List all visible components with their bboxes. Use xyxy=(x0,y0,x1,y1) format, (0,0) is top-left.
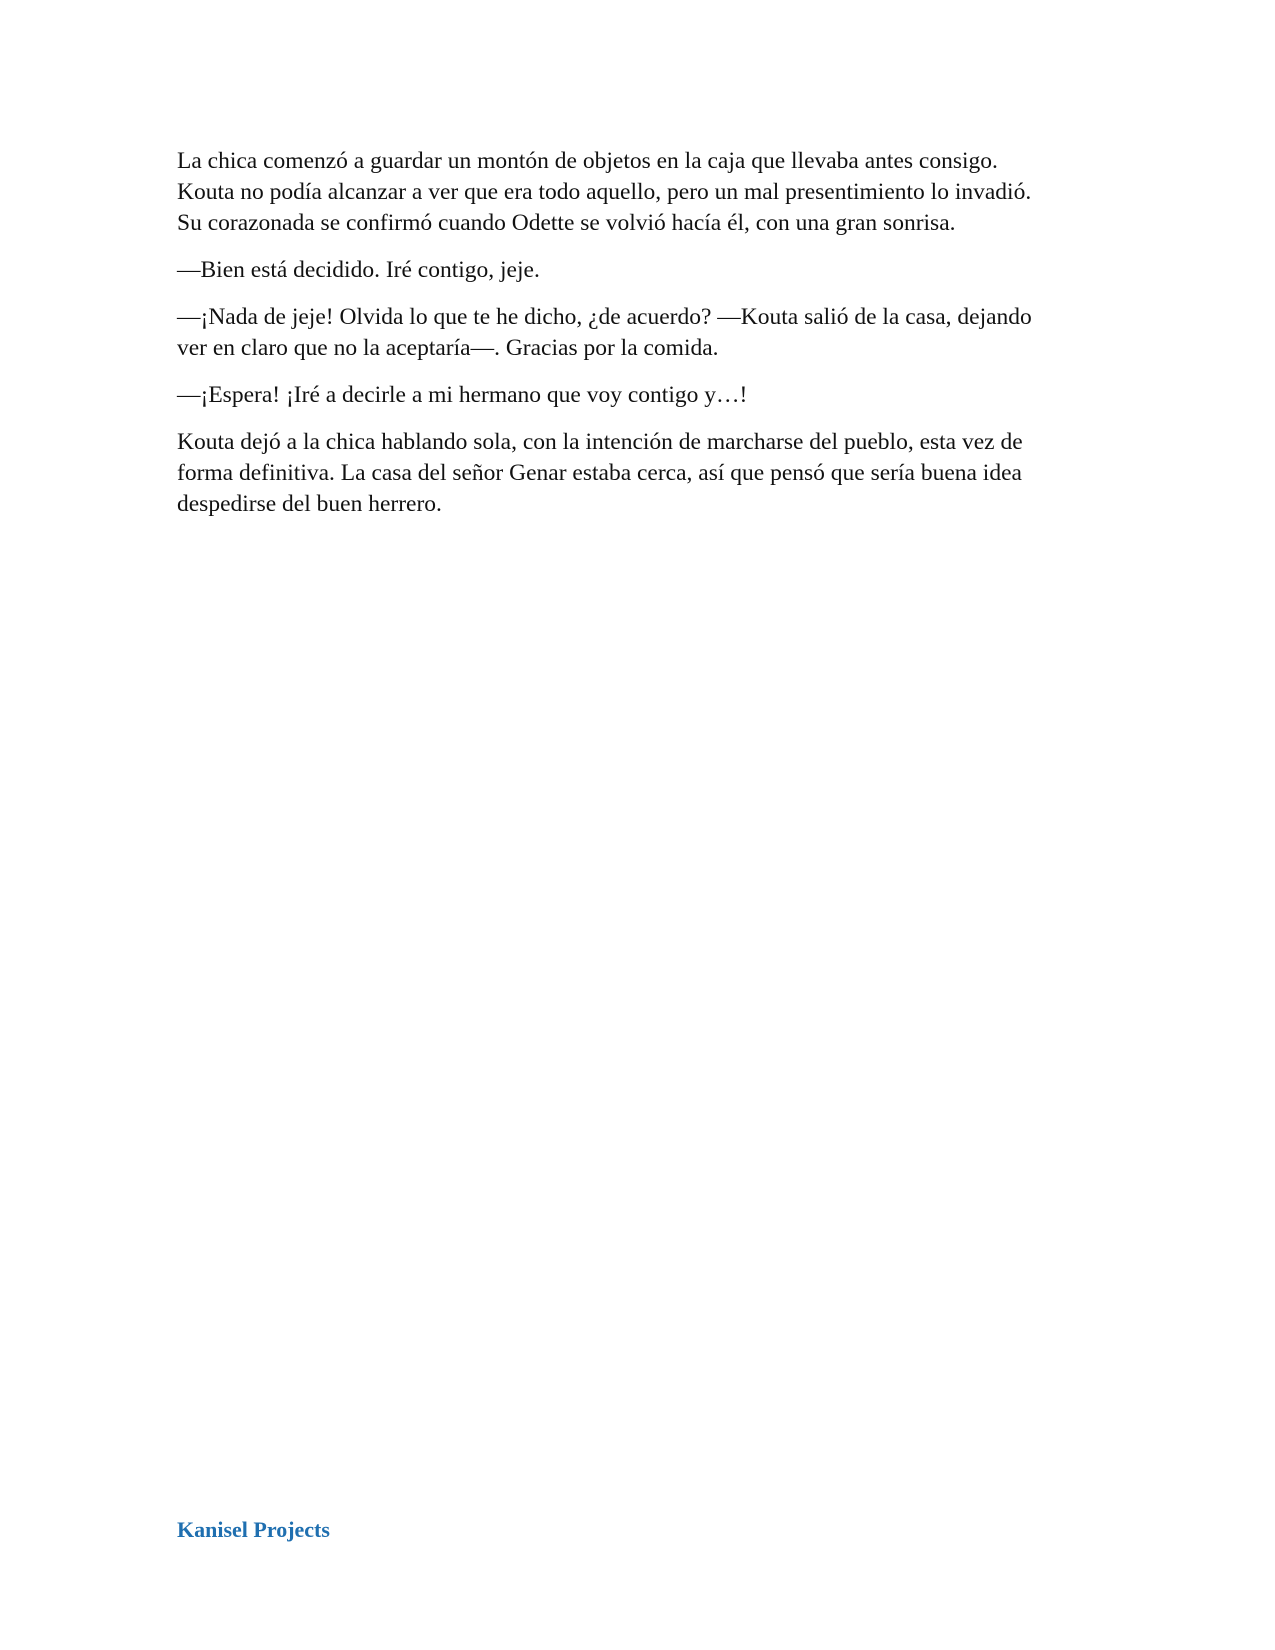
paragraph: La chica comenzó a guardar un montón de objetos en la caja que llevaba antes consigo. Kouta no podía alcanzar a ver que era todo aquello, pero un mal presentimiento lo invadió. Su corazonada se confirmó cuando Odette se volvió hacía él, con una gran sonrisa. xyxy=(177,148,1032,236)
paragraph: Kouta dejó a la chica hablando sola, con la intención de marcharse del pueblo, esta vez de forma definitiva. La casa del señor Genar estaba cerca, así que pensó que sería buena idea despedirse del buen herrero. xyxy=(177,429,1023,517)
footer-credit: Kanisel Projects xyxy=(177,1517,330,1542)
paragraph: —¡Nada de jeje! Olvida lo que te he dicho, ¿de acuerdo? —Kouta salió de la casa, dejando ver en claro que no la aceptaría—. Gracias por la comida. xyxy=(177,304,1032,361)
body-text xyxy=(177,146,1097,536)
paragraph: —¡Espera! ¡Iré a decirle a mi hermano que voy contigo y…! xyxy=(177,382,748,408)
paragraph: —Bien está decidido. Iré contigo, jeje. xyxy=(177,257,540,283)
